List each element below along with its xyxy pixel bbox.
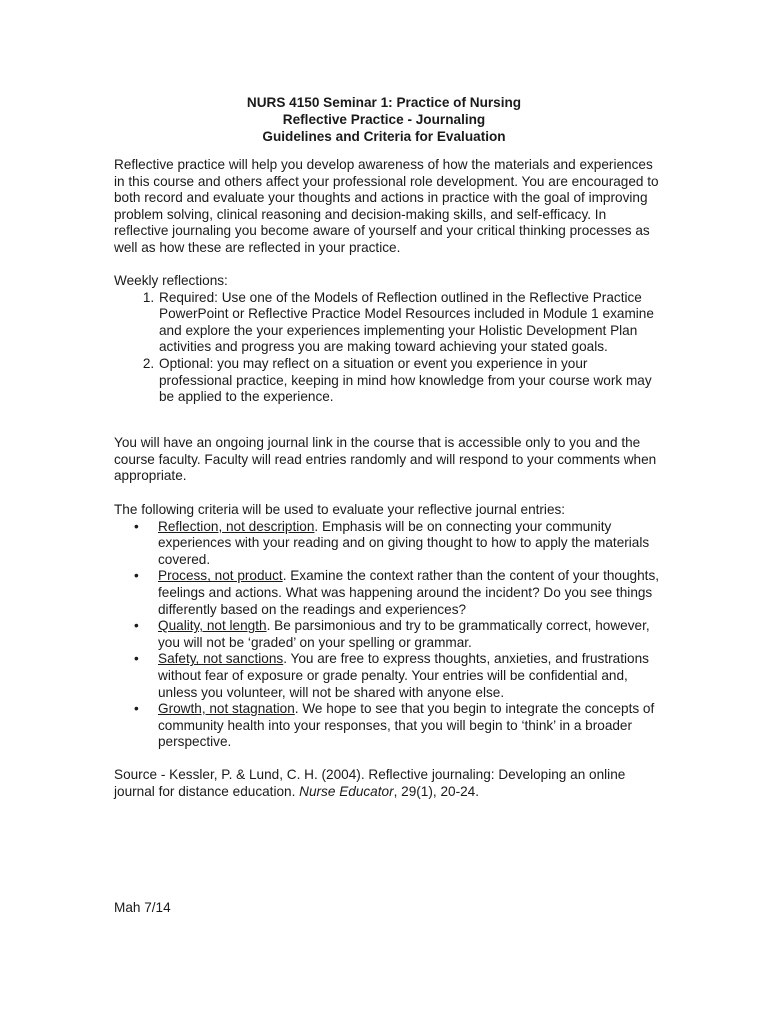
bullet-icon: •: [134, 518, 139, 534]
footer-section: [114, 900, 659, 917]
source-section: [114, 767, 659, 800]
source-citation: [114, 767, 659, 800]
criteria-text: . Examine the context rather than the content of your thoughts, feelings and actions. What was happening around the incident? Do you see things differently based on the readings and experiences?: [158, 568, 660, 617]
criteria-item: [134, 651, 659, 701]
criteria-text: . You are free to express thoughts, anxieties, and frustrations without fear of exposure or grade penalty. Your entries will be confidential and, unless you volunteer, will not be shared with anyone else.: [158, 651, 649, 700]
criteria-term: Reflection, not description: [158, 518, 315, 534]
source-suffix: , 29(1), 20-24.: [393, 783, 479, 799]
criteria-text: . We hope to see that you begin to integrate the concepts of community health into your responses, that you will begin to ‘think’ in a broader perspective.: [158, 701, 655, 750]
criteria-text: . Be parsimonious and try to be grammatically correct, however, you will not be ‘graded’ on your spelling or grammar.: [158, 618, 650, 650]
criteria-text: . Emphasis will be on connecting your community experiences with your reading and on giving thought to how to apply the materials covered.: [158, 518, 650, 567]
journal-link-paragraph: You will have an ongoing journal link in the course that is accessible only to you and the course faculty. Faculty will read entries randomly and will respond to your comments when appropriate.: [114, 435, 657, 484]
criteria-section: [114, 502, 659, 751]
weekly-item-optional: 2. Optional: you may reflect on a situation or event you experience in your professional practice, keeping in mind how knowledge from your course work may be applied to the experience.: [158, 356, 659, 406]
criteria-heading: The following criteria will be used to evaluate your reflective journal entries:: [114, 502, 566, 517]
document-header: [114, 94, 654, 145]
criteria-item: [134, 568, 660, 618]
intro-paragraph: Reflective practice will help you develop awareness of how the materials and experiences in this course and others affect your professional role development. You are encouraged to both record and evaluate your thoughts and actions in practice with the goal of improving problem solving, clinical reasoning and decision-making skills, and self-efficacy. In reflective journaling you become aware of yourself and your critical thinking processes as well as how these are reflected in your practice.: [114, 157, 659, 255]
criteria-term: Process, not product: [158, 568, 283, 584]
course-title: NURS 4150 Seminar 1: Practice of Nursing: [246, 95, 522, 110]
document-title: Reflective Practice - Journaling: [282, 112, 486, 127]
bullet-icon: •: [134, 651, 139, 667]
weekly-heading: Weekly reflections:: [114, 273, 228, 288]
bullet-icon: •: [134, 618, 139, 634]
intro-section: [114, 157, 659, 257]
journal-link-section: [114, 435, 659, 485]
criteria-term: Growth, not stagnation: [158, 701, 295, 717]
weekly-list: [114, 290, 659, 406]
source-prefix: Source - Kessler, P. & Lund, C. H. (2004). Reflective journaling: Developing an online journal for distance education.: [114, 767, 626, 799]
criteria-item: [134, 618, 659, 651]
criteria-item: [134, 518, 659, 569]
criteria-term: Quality, not length: [158, 618, 267, 634]
criteria-item: [134, 701, 659, 751]
weekly-reflections-section: [114, 273, 659, 406]
criteria-term: Safety, not sanctions: [158, 651, 284, 667]
criteria-list: [114, 519, 659, 751]
bullet-icon: •: [134, 568, 139, 584]
bullet-icon: •: [134, 701, 139, 717]
source-journal: Nurse Educator: [299, 783, 394, 799]
document-subtitle: Guidelines and Criteria for Evaluation: [262, 129, 506, 144]
footer-initials-date: Mah 7/14: [114, 900, 171, 915]
weekly-item-required: 1. Required: Use one of the Models of Reflection outlined in the Reflective Practice PowerPoint or Reflective Practice Model Resources included in Module 1 examine and explore the your experiences implementing your Holistic Development Plan activities and progress you are making toward achieving your stated goals.: [158, 290, 659, 356]
